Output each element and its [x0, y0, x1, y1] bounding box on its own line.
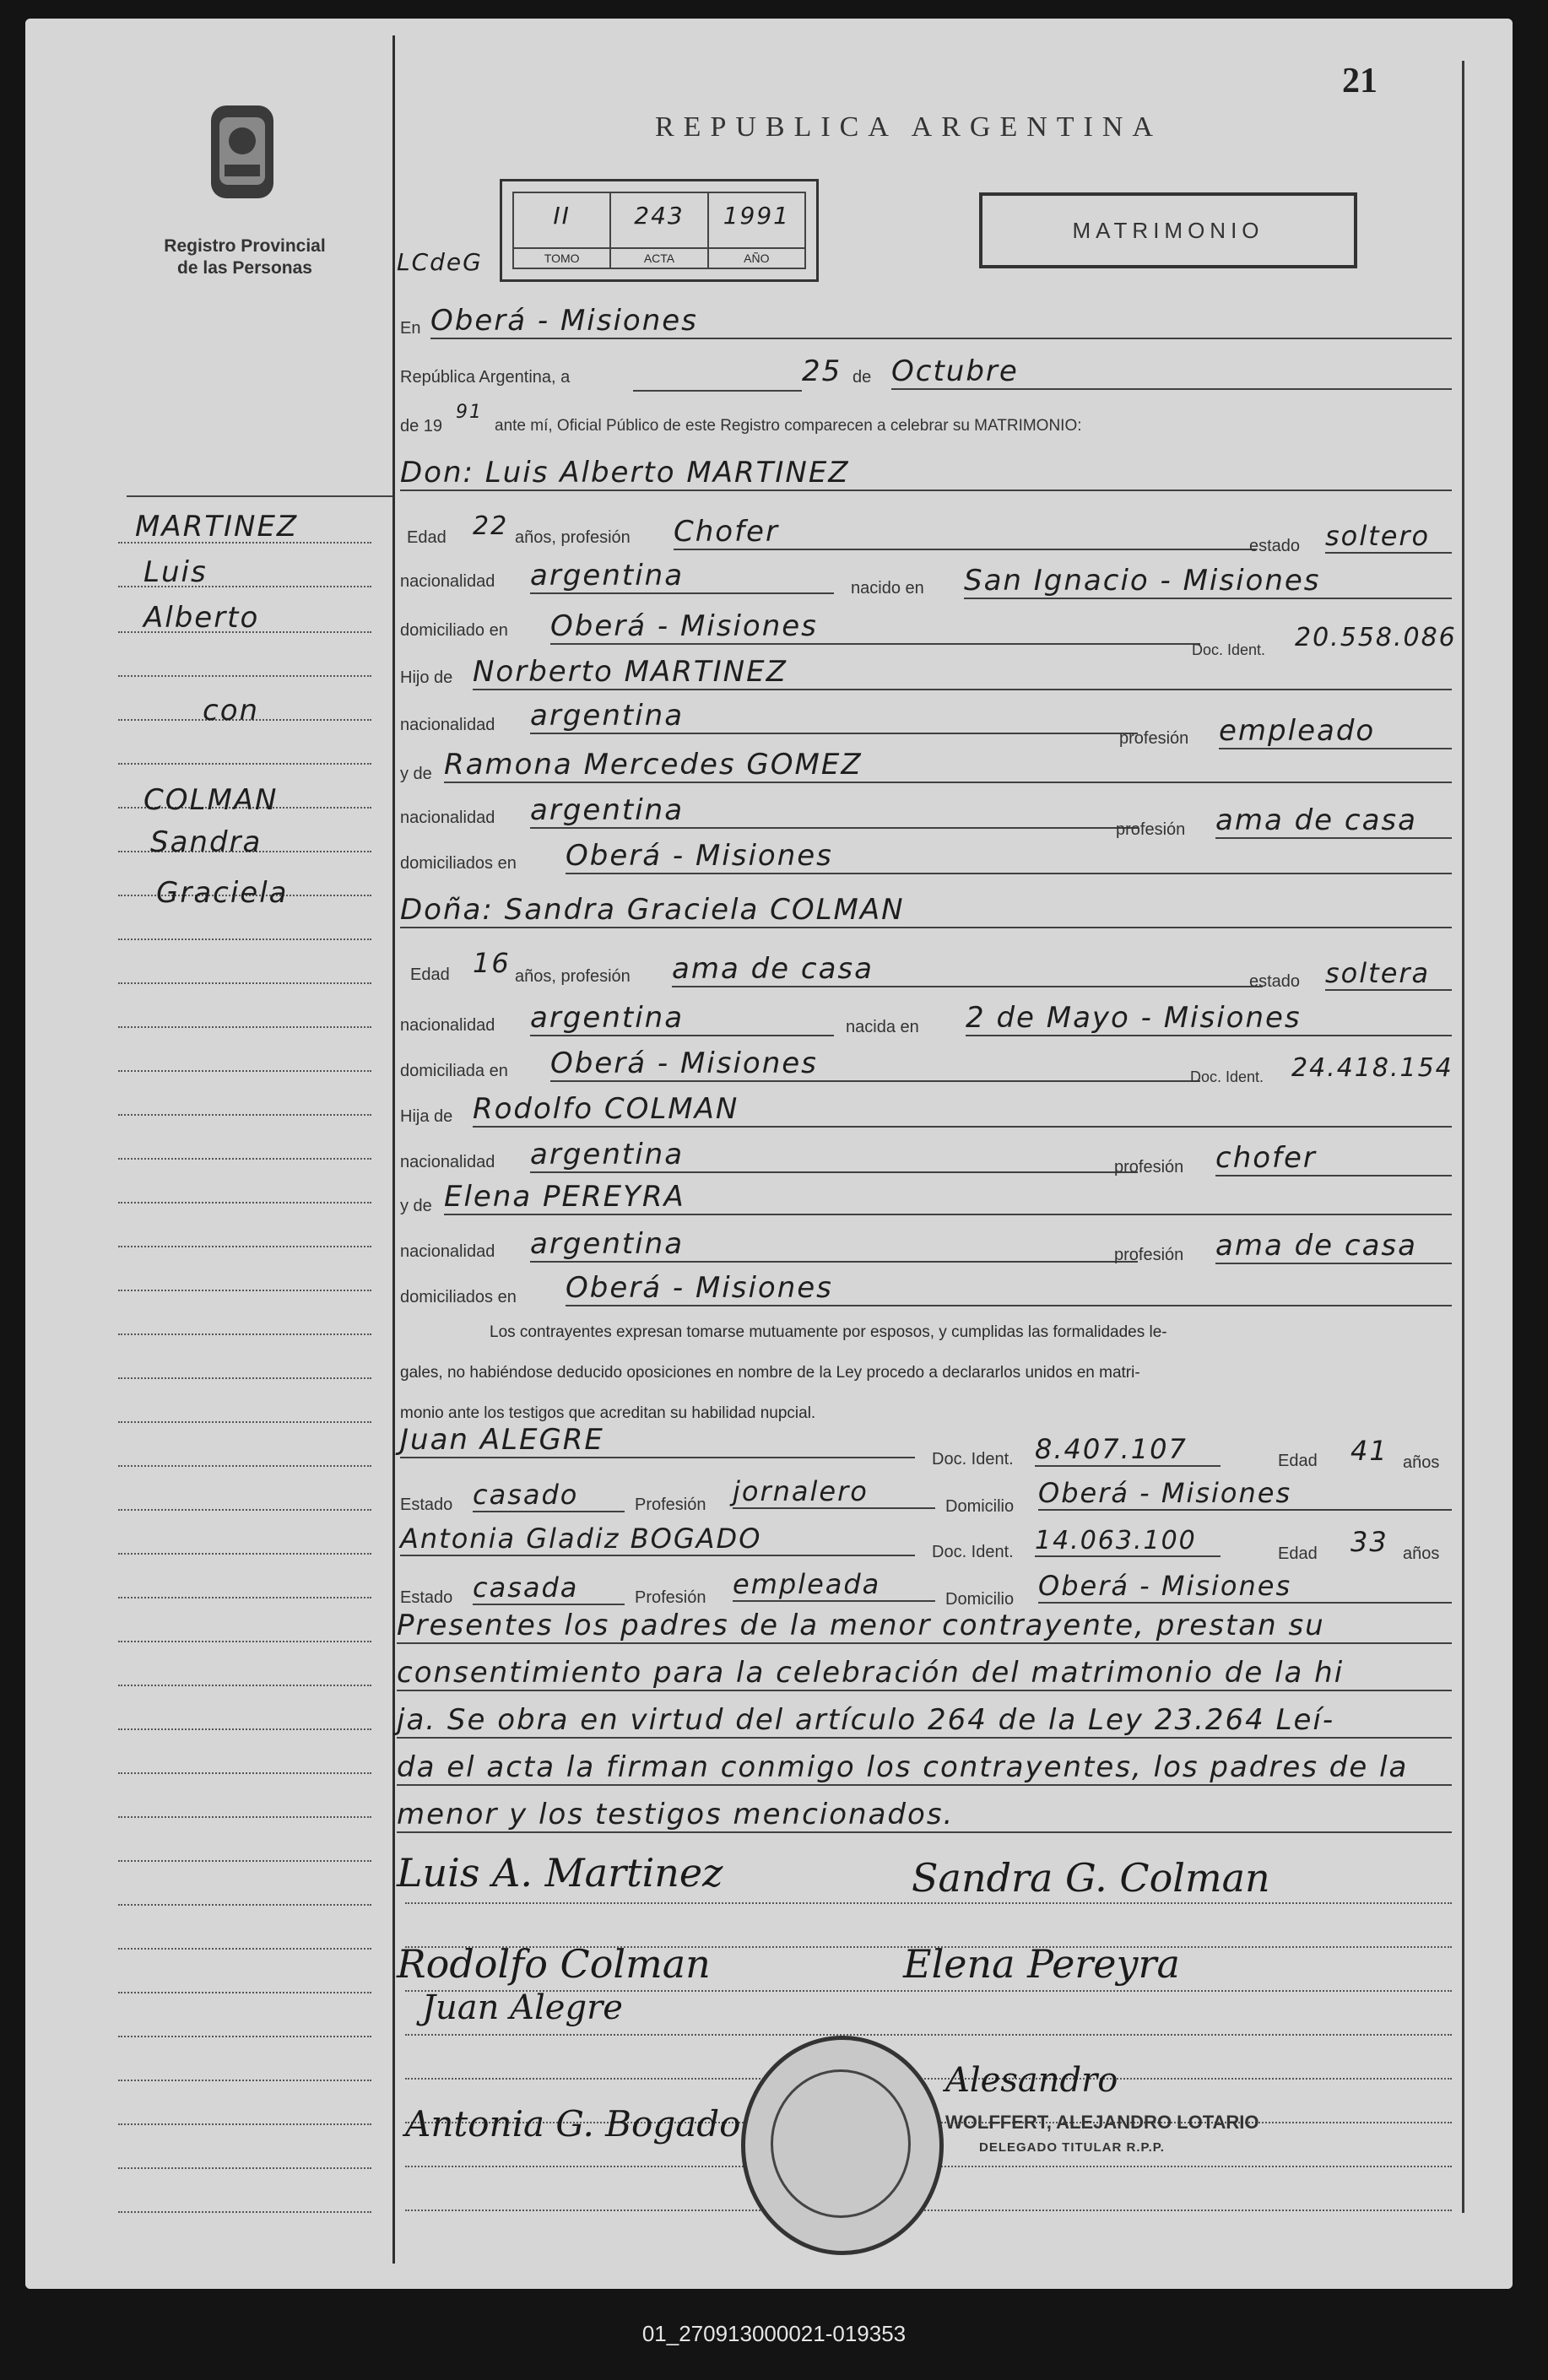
margin-rule	[127, 495, 392, 497]
groom-father: Norberto MARTINEZ	[473, 655, 1452, 690]
witness2-doc: 14.063.100	[1035, 1526, 1221, 1557]
bride-mother-prof-label: profesión	[1114, 1246, 1184, 1264]
margin-bride-first: Sandra	[150, 825, 263, 859]
witness1-age: 41	[1350, 1435, 1388, 1467]
de-label: de	[852, 368, 872, 387]
groom-parents-domicile: Oberá - Misiones	[566, 839, 1452, 874]
father-signature: Rodolfo Colman	[397, 1941, 711, 1987]
registry-name-line2: de las Personas	[177, 258, 312, 278]
tomo-acta-box	[500, 179, 819, 282]
register-page	[25, 19, 1513, 2289]
ano-label: AÑO	[709, 247, 804, 268]
witness2-dom-label: Domicilio	[945, 1590, 1015, 1609]
bride-mother-profession: ama de casa	[1215, 1229, 1452, 1264]
groom-doc: 20.558.086	[1295, 623, 1457, 652]
bride-mother: Elena PEREYRA	[444, 1180, 1452, 1215]
witness2-marital: casada	[473, 1571, 625, 1605]
witness2-edad-label: Edad	[1278, 1544, 1318, 1563]
groom-signature: Luis A. Martinez	[397, 1850, 723, 1896]
bride-domicile: Oberá - Misiones	[550, 1047, 1200, 1082]
year-prefix: de 19	[400, 417, 443, 435]
bride-profession: ama de casa	[672, 952, 1263, 987]
bride-father-nac-label: nacionalidad	[400, 1153, 495, 1171]
tomo-value: II	[553, 202, 571, 230]
groom-mother-nationality: argentina	[530, 793, 1138, 829]
bride-estado-label: estado	[1249, 972, 1301, 991]
margin-bride-middle: Graciela	[156, 876, 289, 910]
margin-divider	[392, 35, 395, 2264]
country-title: REPUBLICA ARGENTINA	[655, 111, 1162, 143]
mother-signature: Elena Pereyra	[903, 1941, 1180, 1987]
margin-bride-surname: COLMAN	[143, 783, 279, 817]
witness1-doc: 8.407.107	[1035, 1433, 1221, 1467]
tomo-cell	[514, 193, 611, 268]
father-nac-label: nacionalidad	[400, 716, 495, 734]
nacida-label: nacida en	[846, 1018, 919, 1036]
ano-cell	[709, 193, 804, 268]
nacido-label: nacido en	[851, 579, 924, 598]
official-seal	[741, 2036, 944, 2255]
domiciliada-label: domiciliada en	[400, 1062, 508, 1080]
groom-father-profession: empleado	[1219, 714, 1452, 749]
province-crest-icon	[204, 99, 280, 208]
bride-marital: soltera	[1325, 957, 1452, 991]
groom-name: Don: Luis Alberto MARTINEZ	[400, 456, 1452, 491]
witness2-prof-label: Profesión	[635, 1588, 706, 1607]
declaration-line3: monio ante los testigos que acreditan su habilidad nupcial.	[400, 1404, 816, 1422]
official-name: WOLFFERT, ALEJANDRO LOTARIO	[945, 2112, 1259, 2133]
right-border	[1462, 61, 1464, 2213]
libro-code: LCdeG	[397, 248, 483, 276]
bride-y-de-label: y de	[400, 1197, 432, 1215]
bride-nationality: argentina	[530, 1001, 834, 1036]
witness1-edad-label: Edad	[1278, 1452, 1318, 1470]
groom-father-nationality: argentina	[530, 699, 1138, 734]
groom-birthplace: San Ignacio - Misiones	[964, 564, 1452, 599]
date-rule	[633, 371, 802, 392]
note-line4: da el acta la firman conmigo los contrayentes, los padres de la	[397, 1750, 1452, 1786]
record-type-box: MATRIMONIO	[979, 192, 1357, 268]
official-signature: Alesandro	[945, 2061, 1118, 2100]
groom-nationality: argentina	[530, 559, 834, 594]
margin-groom-middle: Alberto	[143, 601, 260, 635]
mother-nac-label: nacionalidad	[400, 809, 495, 827]
estado-label: estado	[1249, 537, 1301, 555]
note-line5: menor y los testigos mencionados.	[397, 1798, 1452, 1833]
tomo-label: TOMO	[514, 247, 609, 268]
witness1-profession: jornalero	[733, 1475, 935, 1509]
place-field: Oberá - Misiones	[430, 304, 1452, 339]
republica-label: República Argentina, a	[400, 368, 571, 387]
en-label: En	[400, 319, 421, 338]
bride-birthplace: 2 de Mayo - Misiones	[966, 1001, 1452, 1036]
page-number: 21	[1342, 62, 1378, 100]
bride-father-prof-label: profesión	[1114, 1158, 1184, 1176]
domiciliados-label: domiciliados en	[400, 854, 517, 873]
witness1-signature: Juan Alegre	[422, 1988, 623, 2027]
bride-name: Doña: Sandra Graciela COLMAN	[400, 893, 1452, 928]
groom-mother-profession: ama de casa	[1215, 803, 1452, 839]
witness1-doc-label: Doc. Ident.	[932, 1450, 1014, 1469]
bride-father: Rodolfo COLMAN	[473, 1092, 1452, 1128]
witness2-age: 33	[1350, 1526, 1388, 1558]
bride-signature: Sandra G. Colman	[912, 1855, 1270, 1901]
month-field: Octubre	[891, 354, 1452, 390]
bride-father-profession: chofer	[1215, 1141, 1452, 1176]
bride-parents-domicile: Oberá - Misiones	[566, 1271, 1452, 1306]
footer-image-id: 01_270913000021-019353	[641, 2321, 907, 2346]
bride-nac-label: nacionalidad	[400, 1016, 495, 1035]
witness1-estado-label: Estado	[400, 1496, 453, 1514]
declaration-line1: Los contrayentes expresan tomarse mutuamente por esposos, y cumplidas las formalidades le-	[490, 1323, 1167, 1341]
mother-prof-label: profesión	[1116, 820, 1186, 839]
acta-cell	[611, 193, 708, 268]
groom-marital: soltero	[1325, 520, 1452, 554]
nacionalidad-label: nacionalidad	[400, 572, 495, 591]
groom-mother: Ramona Mercedes GOMEZ	[444, 748, 1452, 783]
day-field: 25	[802, 354, 842, 388]
note-line2: consentimiento para la celebración del matrimonio de la hi	[397, 1656, 1452, 1691]
y-de-label: y de	[400, 765, 432, 783]
registry-name-line1: Registro Provincial	[164, 236, 326, 256]
domiciliado-label: domiciliado en	[400, 621, 508, 640]
doc-label: Doc. Ident.	[1192, 641, 1266, 658]
hija-label: Hija de	[400, 1107, 453, 1126]
declaration-line2: gales, no habiéndose deducido oposiciones en nombre de la Ley procedo a declararlos unidos en matri-	[400, 1364, 1140, 1382]
bride-mother-nationality: argentina	[530, 1227, 1138, 1263]
hijo-label: Hijo de	[400, 668, 453, 687]
witness1-name: Juan ALEGRE	[400, 1423, 915, 1458]
witness2-anos-label: años	[1403, 1544, 1440, 1563]
edad-label: Edad	[407, 528, 447, 547]
bride-doc: 24.418.154	[1291, 1053, 1453, 1083]
official-title: DELEGADO TITULAR R.P.P.	[979, 2140, 1165, 2155]
ante-text: ante mí, Oficial Público de este Registro comparecen a celebrar su MATRIMONIO:	[495, 417, 1082, 435]
acta-label: ACTA	[611, 247, 706, 268]
witness2-profession: empleada	[733, 1568, 935, 1602]
witness1-marital: casado	[473, 1479, 625, 1512]
acta-value: 243	[634, 202, 685, 230]
witness1-prof-label: Profesión	[635, 1496, 706, 1514]
witness1-dom-label: Domicilio	[945, 1497, 1015, 1516]
ano-value: 1991	[723, 202, 790, 230]
witness2-domicile: Oberá - Misiones	[1038, 1570, 1452, 1604]
groom-age: 22	[473, 511, 509, 541]
note-line1: Presentes los padres de la menor contrayente, prestan su	[397, 1609, 1452, 1644]
witness2-estado-label: Estado	[400, 1588, 453, 1607]
witness1-domicile: Oberá - Misiones	[1038, 1477, 1452, 1511]
margin-groom-surname: MARTINEZ	[135, 510, 299, 544]
witness1-anos-label: años	[1403, 1453, 1440, 1472]
witness2-signature: Antonia G. Bogado	[405, 2103, 741, 2145]
father-prof-label: profesión	[1119, 729, 1189, 748]
profesion-label: años, profesión	[515, 528, 631, 547]
bride-father-nationality: argentina	[530, 1138, 1138, 1173]
bride-age: 16	[473, 947, 511, 979]
groom-profession: Chofer	[674, 515, 1256, 550]
witness2-name: Antonia Gladiz BOGADO	[400, 1523, 915, 1556]
bride-mother-nac-label: nacionalidad	[400, 1242, 495, 1261]
bride-domiciliados-label: domiciliados en	[400, 1288, 517, 1306]
year-suffix: 91	[456, 402, 483, 423]
bride-edad-label: Edad	[410, 966, 450, 984]
bride-profesion-label: años, profesión	[515, 967, 631, 986]
margin-con: con	[203, 694, 260, 728]
witness2-doc-label: Doc. Ident.	[932, 1543, 1014, 1561]
margin-groom-first: Luis	[143, 555, 208, 589]
note-line3: ja. Se obra en virtud del artículo 264 de la Ley 23.264 Leí-	[397, 1703, 1452, 1739]
groom-domicile: Oberá - Misiones	[550, 609, 1200, 645]
bride-doc-label: Doc. Ident.	[1190, 1068, 1264, 1085]
